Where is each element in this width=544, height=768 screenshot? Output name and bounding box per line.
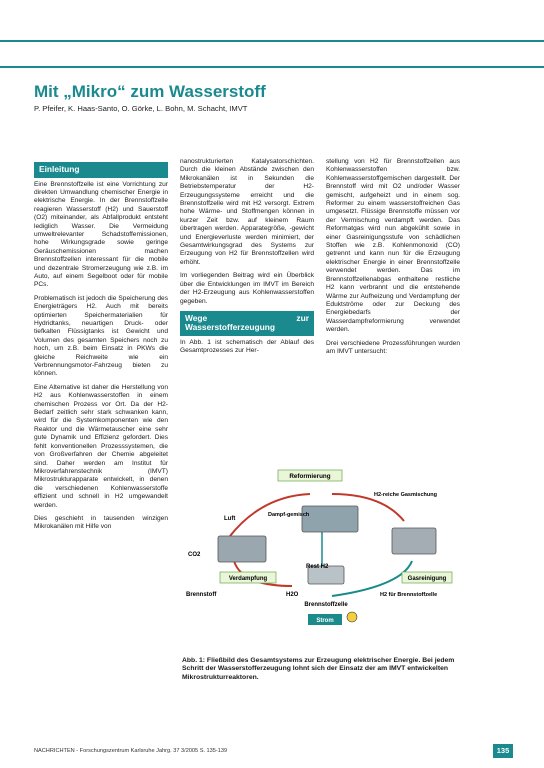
label-dampfgemisch: Dampf-gemisch bbox=[268, 512, 310, 518]
footer-text: NACHRICHTEN - Forschungszentrum Karlsruhe Jahrg. 37 3/2005 S. 135-139 bbox=[34, 748, 228, 754]
label-rest-h2: Rest H2 bbox=[306, 564, 329, 570]
paragraph: Problematisch ist jedoch die Speicherung des Energieträgers H2. Auch mit bereits optimierten Speichermaterialien für Hydridtanks, neuartigen Druck- oder tiefkalten Flüssigtanks ist Gewicht und Volumen des gesamten Speichers noch zu hoch, um z.B. beim Einsatz in PKWs die gleiche Reichweite wie ein Verbrennungsmotor-Fahrzeug bieten zu können. bbox=[34, 294, 168, 378]
label-verdampfung: Verdampfung bbox=[228, 576, 268, 582]
gas-cleaning-device bbox=[392, 528, 436, 554]
figure-caption: Abb. 1: Fließbild des Gesamtsystems zur Erzeugung elektrischer Energie. Bei jedem Schritt der Wasserstofferzeugung lohnt sich der Einsatz der am IMVT entwickelten Mikrostrukturreaktoren. bbox=[182, 657, 455, 681]
paragraph: nanostrukturierten Katalysatorschichten. Durch die kleinen Abstände zwischen den Mikrokanälen ist in Sekunden die Betriebstemperatur der H2-Erzeugungssysteme erreicht und die Brennstoffzelle wird mit H2 versorgt. Extrem hohe Wärme- und Stoffmengen können in kurzer Zeit bzw. auf kleinem Raum übertragen werden. Apparategröße, -gewicht und Energieverluste werden minimiert, der Gesamtwirkungsgrad des Systems zur Erzeugung von H2 für Brennstoffzellen wird erhöht. bbox=[180, 158, 314, 266]
label-co2: CO2 bbox=[188, 552, 201, 558]
label-h2-reich: H2-reiche Gasmischung bbox=[374, 492, 437, 498]
paragraph: Eine Alternative ist daher die Herstellung von H2 aus Kohlenwasserstoffen in einem chemischen Prozess vor Ort. Da der H2-Bedarf zeitlich sehr stark schwanken kann, wird für die Systemkomponenten wie den Reaktor und die Wärmetauscher eine sehr gute Dynamik und Effizienz gefordert. Dies fehlt konventionellen Prozesssystemen, die von Großverfahren der Chemie abgeleitet sind. Daher werden am Institut für Mikroverfahrenstechnik (IMVT) Mikrostrukturapparate entwickelt, in denen die verschiedenen Kohlenwasserstoffe effizient und schnell in H2 umgewandelt werden. bbox=[34, 383, 168, 509]
section-heading-einleitung: Einleitung bbox=[34, 162, 168, 178]
label-brennstoffzelle: Brennstoffzelle bbox=[304, 602, 348, 608]
page-number: 135 bbox=[493, 744, 513, 758]
paragraph: stellung von H2 für Brennstoffzellen aus Kohlenwasserstoffen bzw. Kohlenwasserstoffgemischen dargestellt. Der Brennstoff wird mit O2 und/oder Wasser gemischt, aufgeheizt und in einem sog. Reformer zu einem wasserstoffreichen Gas umgesetzt. Flüssige Brennstoffe müssen vor der Vermischung verdampft werden. Das Reformatgas wird nun abgekühlt sowie in einer Gasreinigungsstufe von schädlichen Stoffen wie z.B. Kohlenmonoxid (CO) getrennt und kann nun für die Erzeugung elektrischer Energie in einer Brennstoffzelle verwendet werden. Das im Brennstoffzellenabgas enthaltene restliche H2 kann verbrannt und die entstehende Wärme zur Aufheizung und Verdampfung der Eduktströme oder zur Deckung des Energiebedarfs der Wasserdampfreformierung verwendet werden. bbox=[326, 158, 460, 334]
label-reformierung: Reformierung bbox=[289, 473, 331, 480]
label-h2o: H2O bbox=[286, 592, 299, 598]
top-rule bbox=[0, 40, 544, 42]
paragraph: Im vorliegenden Beitrag wird ein Überblick über die Entwicklungen im IMVT im Bereich der H2-Erzeugung aus Kohlenwasserstoffen gegeben. bbox=[180, 272, 314, 305]
paragraph: Drei verschiedene Prozessführungen wurden am IMVT untersucht: bbox=[326, 339, 460, 355]
label-gasreinigung: Gasreinigung bbox=[407, 576, 447, 582]
label-brennstoff: Brennstoff bbox=[186, 592, 217, 598]
section-heading-wege: Wege zur Wasserstofferzeugung bbox=[180, 311, 314, 336]
column-middle bbox=[180, 158, 314, 361]
paragraph: Dies geschieht in tausenden winzigen Mikrokanälen mit Hilfe von bbox=[34, 514, 168, 531]
reformer-device bbox=[302, 506, 358, 532]
title-rule bbox=[0, 66, 544, 68]
lightbulb-icon bbox=[347, 612, 357, 622]
paragraph: In Abb. 1 ist schematisch der Ablauf des Gesamtprozesses zur Her- bbox=[180, 338, 314, 355]
evaporator-device bbox=[218, 536, 266, 562]
label-strom: Strom bbox=[316, 618, 334, 624]
label-luft: Luft bbox=[224, 516, 236, 522]
column-left bbox=[34, 162, 168, 537]
article-title: Mit „Mikro“ zum Wasserstoff bbox=[34, 82, 266, 101]
label-h2-fuer: H2 für Brennstoffzelle bbox=[380, 592, 438, 598]
process-flow-diagram bbox=[182, 466, 462, 626]
column-right bbox=[326, 158, 460, 361]
paragraph: Eine Brennstoffzelle ist eine Vorrichtung zur direkten Umwandlung chemischer Energie in elektrische Energie. In der Brennstoffzelle reagieren Wasserstoff (H2) und Sauerstoff (O2) miteinander, als Abfallprodukt entsteht lediglich Wasser. Die Vermeidung umweltrelevanter Schadstoffemissionen, hohe Wirkungsgrade sowie geringe Geräuschemissionen machen Brennstoffzellen interessant für die mobile und dezentrale Stromerzeugung wie z.B. im Auto, auf einem Segelboot oder für mobile PCs. bbox=[34, 180, 168, 289]
authors: P. Pfeifer, K. Haas-Santo, O. Görke, L. Bohn, M. Schacht, IMVT bbox=[34, 104, 248, 113]
